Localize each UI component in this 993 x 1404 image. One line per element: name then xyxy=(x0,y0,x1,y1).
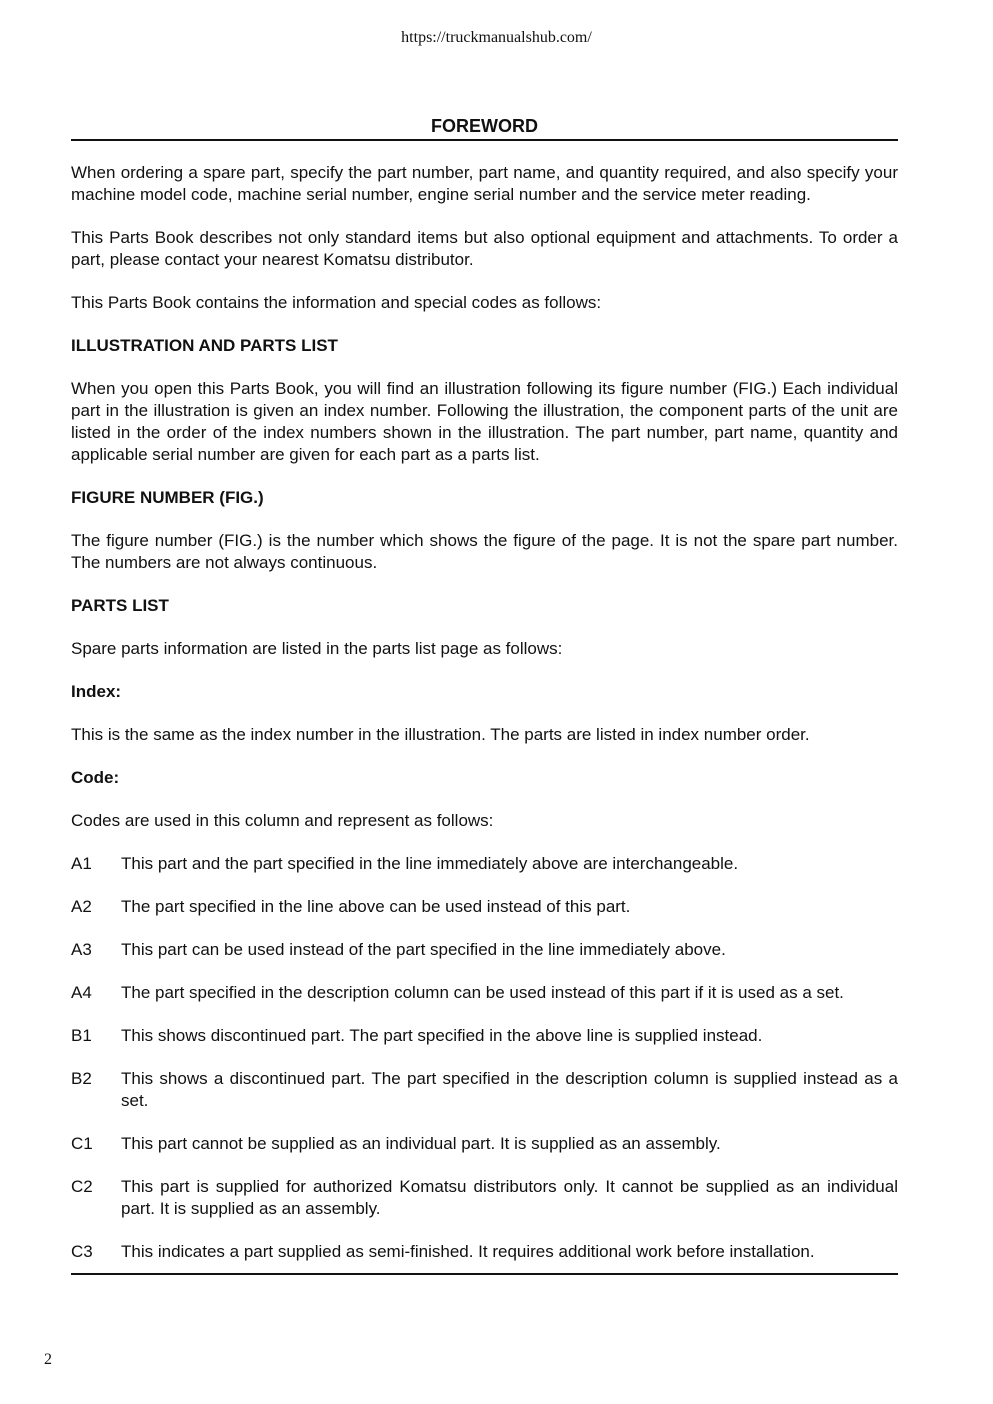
section-text-code: Codes are used in this column and represent as follows: xyxy=(71,811,494,830)
code-description: This indicates a part supplied as semi-finished. It requires additional work before installation. xyxy=(121,1242,815,1261)
page-title: FOREWORD xyxy=(71,115,898,141)
code-row-b2 xyxy=(71,1068,898,1112)
code-row-b1 xyxy=(71,1025,898,1047)
code-description: This shows a discontinued part. The part specified in the description column is supplied instead as a set. xyxy=(121,1069,898,1110)
code-row-c1 xyxy=(71,1133,898,1155)
section-heading-parts-list: PARTS LIST xyxy=(71,596,169,615)
code-label: C3 xyxy=(71,1242,93,1261)
code-label: C2 xyxy=(71,1177,93,1196)
code-list xyxy=(71,853,898,1263)
section-heading-figure-number: FIGURE NUMBER (FIG.) xyxy=(71,488,264,507)
code-description: This part cannot be supplied as an individual part. It is supplied as an assembly. xyxy=(121,1134,721,1153)
code-row-a4 xyxy=(71,982,898,1004)
bottom-divider xyxy=(71,1273,898,1275)
code-label: A1 xyxy=(71,854,92,873)
section-heading-code: Code: xyxy=(71,768,120,787)
intro-paragraph-description: This Parts Book describes not only standard items but also optional equipment and attachments. To order a part, please contact your nearest Komatsu distributor. xyxy=(71,228,898,269)
code-description: This shows discontinued part. The part specified in the above line is supplied instead. xyxy=(121,1026,763,1045)
code-row-a2 xyxy=(71,896,898,918)
code-description: The part specified in the line above can be used instead of this part. xyxy=(121,897,631,916)
code-label: A3 xyxy=(71,940,92,959)
code-row-c3 xyxy=(71,1241,898,1263)
code-label: B2 xyxy=(71,1069,92,1088)
section-heading-illustration: ILLUSTRATION AND PARTS LIST xyxy=(71,336,338,355)
code-description: This part and the part specified in the line immediately above are interchangeable. xyxy=(121,854,739,873)
intro-paragraph-ordering: When ordering a spare part, specify the part number, part name, and quantity required, and also specify your machine model code, machine serial number, engine serial number and the service meter reading. xyxy=(71,163,898,204)
code-label: A2 xyxy=(71,897,92,916)
code-row-c2 xyxy=(71,1176,898,1220)
section-text-figure-number: The figure number (FIG.) is the number which shows the figure of the page. It is not the spare part number. The numbers are not always continuous. xyxy=(71,531,898,572)
code-label: A4 xyxy=(71,983,92,1002)
code-description: This part is supplied for authorized Komatsu distributors only. It cannot be supplied as an individual part. It is supplied as an assembly. xyxy=(121,1177,898,1218)
section-text-illustration: When you open this Parts Book, you will find an illustration following its figure number (FIG.) Each individual part in the illustration is given an index number. Following the illustration, the component parts of the unit are listed in the order of the index numbers shown in the illustration. The part number, part name, quantity and applicable serial number are given for each part as a parts list. xyxy=(71,379,898,464)
page-number: 2 xyxy=(44,1351,52,1368)
section-heading-index: Index: xyxy=(71,682,122,701)
code-label: C1 xyxy=(71,1134,93,1153)
code-row-a1 xyxy=(71,853,898,875)
intro-paragraph-contents: This Parts Book contains the information and special codes as follows: xyxy=(71,293,602,312)
header-url: https://truckmanualshub.com/ xyxy=(401,29,592,46)
foreword-content xyxy=(71,115,898,1275)
section-text-index: This is the same as the index number in the illustration. The parts are listed in index number order. xyxy=(71,725,810,744)
code-description: This part can be used instead of the part specified in the line immediately above. xyxy=(121,940,726,959)
code-row-a3 xyxy=(71,939,898,961)
code-label: B1 xyxy=(71,1026,92,1045)
section-text-parts-list: Spare parts information are listed in the parts list page as follows: xyxy=(71,639,563,658)
code-description: The part specified in the description column can be used instead of this part if it is used as a set. xyxy=(121,983,844,1002)
